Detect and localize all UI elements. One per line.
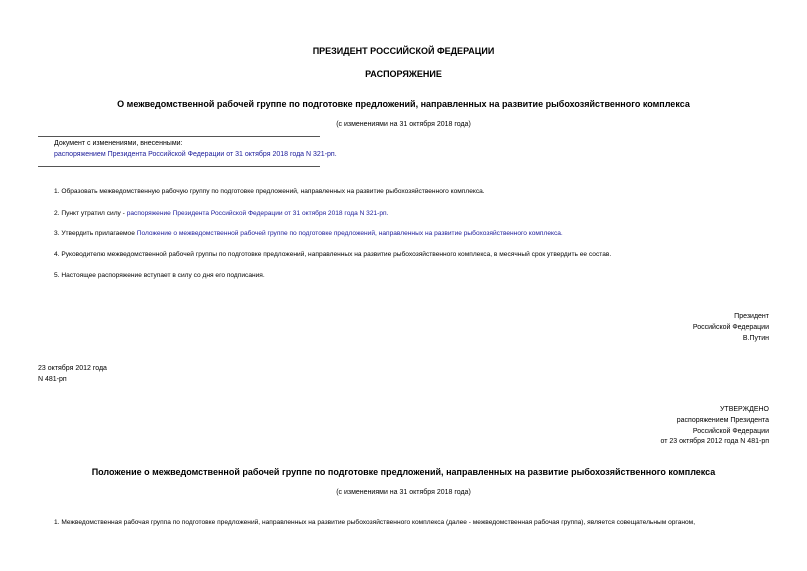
approved-date: от 23 октября 2012 года N 481-рп <box>660 438 769 445</box>
item-3-link[interactable]: Положение о межведомственной рабочей группе по подготовке предложений, направленных на развитие рыбохозяйственного комплекса. <box>136 230 563 237</box>
approved-label: УТВЕРЖДЕНО <box>719 406 769 413</box>
item-3 <box>54 230 563 237</box>
amendment-link[interactable]: распоряжением Президента Российской Федерации от 31 октября 2018 года N 321-рп. <box>54 151 337 158</box>
item-1: 1. Образовать межведомственную рабочую группу по подготовке предложений, направленных на развитие рыбохозяйственного комплекса. <box>54 188 485 195</box>
amendments-intro: Документ с изменениями, внесенными: <box>54 140 183 147</box>
doc-type-heading: РАСПОРЯЖЕНИЕ <box>365 69 442 79</box>
approved-country: Российской Федерации <box>692 428 769 435</box>
item-4: 4. Руководителю межведомственной рабочей группы по подготовке предложений, направленных на развитие рыбохозяйственного комплекса, в месячный срок утвердить ее состав. <box>54 251 612 258</box>
document-title: О межведомственной рабочей группе по подготовке предложений, направленных на развитие рыбохозяйственного комплекса <box>117 99 690 109</box>
item-5: 5. Настоящее распоряжение вступает в силу со дня его подписания. <box>54 272 265 279</box>
amendment-note: (с изменениями на 31 октября 2018 года) <box>336 121 471 128</box>
amendments-bottom-rule <box>38 166 320 167</box>
document-number: N 481-рп <box>38 376 67 383</box>
regulation-amendment-note: (с изменениями на 31 октября 2018 года) <box>336 489 471 496</box>
item-2-link[interactable]: распоряжение Президента Российской Федерации от 31 октября 2018 года N 321-рп. <box>126 210 389 217</box>
signing-date: 23 октября 2012 года <box>38 365 107 372</box>
issuer-heading: ПРЕЗИДЕНТ РОССИЙСКОЙ ФЕДЕРАЦИИ <box>312 46 495 56</box>
regulation-title: Положение о межведомственной рабочей группе по подготовке предложений, направленных на развитие рыбохозяйственного комплекса <box>91 467 716 477</box>
approved-by: распоряжением Президента <box>676 417 769 424</box>
amendments-top-rule <box>38 136 320 137</box>
regulation-item-1: 1. Межведомственная рабочая группа по подготовке предложений, направленных на развитие рыбохозяйственного комплекса (далее - межведомственная рабочая группа), является совещательным органом, <box>54 519 696 526</box>
item-2-text: 2. Пункт утратил силу - <box>54 210 127 217</box>
item-3-text: 3. Утвердить прилагаемое <box>54 230 137 237</box>
signature-name: В.Путин <box>742 335 769 342</box>
signature-country: Российской Федерации <box>692 324 769 331</box>
item-2 <box>54 210 388 217</box>
signature-title: Президент <box>734 313 769 320</box>
